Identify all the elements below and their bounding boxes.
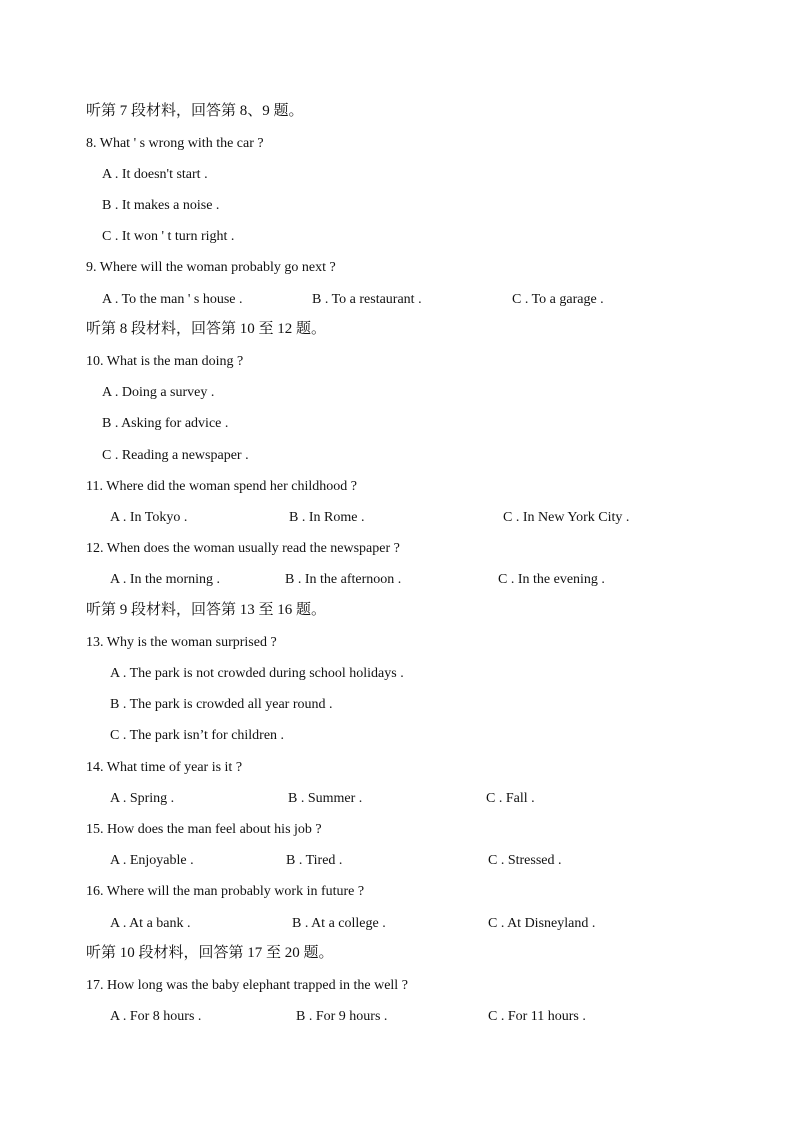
option-c: C . In the evening . bbox=[498, 572, 605, 587]
option-a: A . For 8 hours . bbox=[110, 1009, 202, 1024]
question-text: 16. Where will the man probably work in future ? bbox=[86, 884, 365, 899]
option-b: B . Summer . bbox=[288, 791, 363, 806]
option-a: A . Spring . bbox=[110, 791, 175, 806]
question-text: 8. What ' s wrong with the car ? bbox=[86, 136, 264, 151]
option-b: B . For 9 hours . bbox=[296, 1009, 388, 1024]
option-a: A . Enjoyable . bbox=[110, 853, 194, 868]
option-c: C . At Disneyland . bbox=[488, 916, 596, 931]
option-a: A . The park is not crowded during school holidays . bbox=[110, 666, 404, 681]
option-b: B . Tired . bbox=[286, 853, 343, 868]
section-heading: 听第 7 段材料，回答第 8、9 题。 bbox=[86, 103, 304, 119]
option-b: B . It makes a noise . bbox=[102, 198, 220, 213]
option-b: B . At a college . bbox=[292, 916, 386, 931]
question-text: 10. What is the man doing ? bbox=[86, 354, 244, 369]
question-text: 11. Where did the woman spend her childhood ? bbox=[86, 479, 357, 494]
option-c: C . It won ' t turn right . bbox=[102, 229, 235, 244]
option-a: A . At a bank . bbox=[110, 916, 191, 931]
question-text: 15. How does the man feel about his job ? bbox=[86, 822, 322, 837]
question-text: 13. Why is the woman surprised ? bbox=[86, 635, 277, 650]
option-b: B . To a restaurant . bbox=[312, 292, 422, 307]
option-c: C . Fall . bbox=[486, 791, 535, 806]
section-heading: 听第 8 段材料，回答第 10 至 12 题。 bbox=[86, 321, 327, 337]
option-b: B . In Rome . bbox=[289, 510, 365, 525]
question-text: 9. Where will the woman probably go next ? bbox=[86, 260, 336, 275]
option-c: C . Stressed . bbox=[488, 853, 562, 868]
option-c: C . The park isn’t for children . bbox=[110, 728, 285, 743]
option-b: B . The park is crowded all year round . bbox=[110, 697, 333, 712]
option-c: C . To a garage . bbox=[512, 292, 604, 307]
option-a: A . In the morning . bbox=[110, 572, 221, 587]
option-b: B . Asking for advice . bbox=[102, 416, 229, 431]
option-a: A . It doesn't start . bbox=[102, 167, 208, 182]
option-c: C . For 11 hours . bbox=[488, 1009, 586, 1024]
option-b: B . In the afternoon . bbox=[285, 572, 402, 587]
question-text: 12. When does the woman usually read the newspaper ? bbox=[86, 541, 400, 556]
question-text: 17. How long was the baby elephant trapped in the well ? bbox=[86, 978, 408, 993]
option-a: A . To the man ' s house . bbox=[102, 292, 243, 307]
section-heading: 听第 9 段材料，回答第 13 至 16 题。 bbox=[86, 602, 327, 618]
question-text: 14. What time of year is it ? bbox=[86, 760, 243, 775]
section-heading: 听第 10 段材料，回答第 17 至 20 题。 bbox=[86, 945, 334, 961]
option-a: A . In Tokyo . bbox=[110, 510, 188, 525]
option-c: C . In New York City . bbox=[503, 510, 630, 525]
option-c: C . Reading a newspaper . bbox=[102, 448, 249, 463]
option-a: A . Doing a survey . bbox=[102, 385, 215, 400]
